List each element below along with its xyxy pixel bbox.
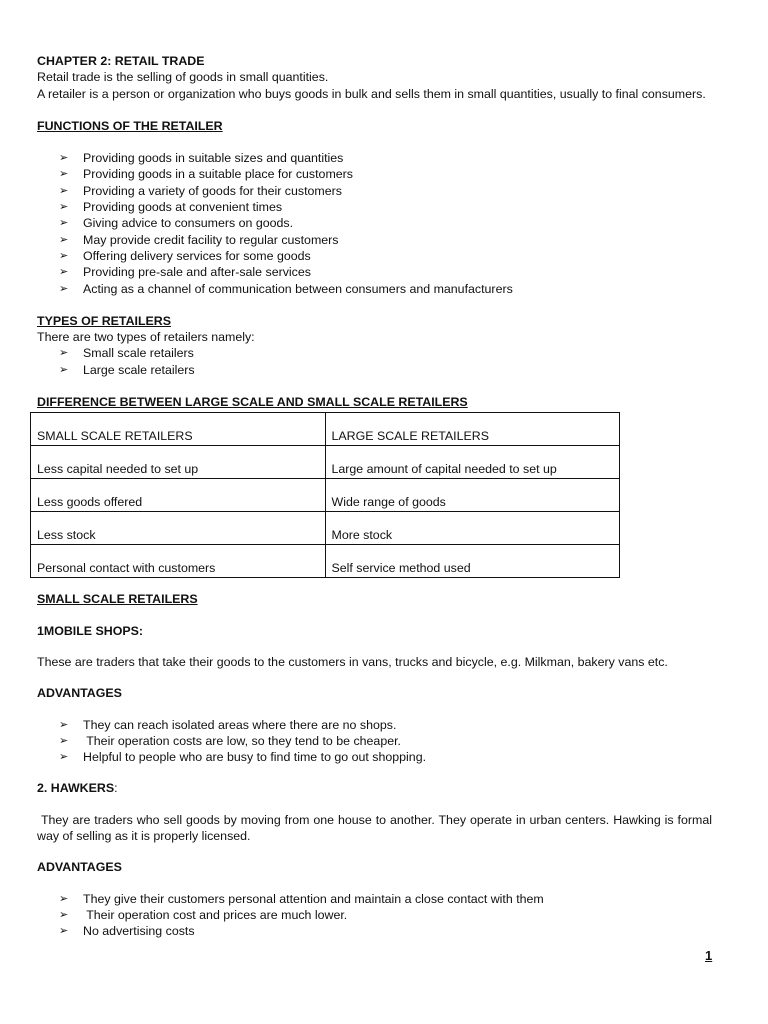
arrow-bullet-icon: ➢ [59, 201, 69, 214]
arrow-bullet-icon: ➢ [59, 233, 69, 246]
table-cell: Less goods offered [31, 479, 326, 512]
list-item: ➢ Their operation costs are low, so they tend to be cheaper. [59, 733, 401, 748]
chapter-title: CHAPTER 2: RETAIL TRADE [37, 54, 205, 68]
arrow-bullet-icon: ➢ [59, 751, 69, 764]
list-item: ➢ No advertising costs [59, 924, 195, 939]
list-item: ➢ They can reach isolated areas where there are no shops. [59, 717, 397, 732]
types-intro: There are two types of retailers namely: [37, 330, 255, 345]
arrow-bullet-icon: ➢ [59, 282, 69, 295]
table-row [31, 512, 620, 545]
table-row [31, 545, 620, 578]
functions-heading: FUNCTIONS OF THE RETAILER [37, 118, 223, 133]
arrow-bullet-icon: ➢ [59, 184, 69, 197]
table-row [31, 446, 620, 479]
hawkers-heading: 2. HAWKERS [37, 781, 115, 796]
table-row [31, 413, 620, 446]
hawkers-advantages-heading: ADVANTAGES [37, 860, 122, 875]
table-cell: Wide range of goods [325, 479, 620, 512]
table-cell: Less stock [31, 512, 326, 545]
arrow-bullet-icon: ➢ [59, 734, 69, 747]
arrow-bullet-icon: ➢ [59, 217, 69, 230]
intro-sentence-2: A retailer is a person or organization who buys goods in bulk and sells them in small quantities, usually to final consumers. [37, 86, 706, 101]
types-heading: TYPES OF RETAILERS [37, 313, 172, 328]
list-item: ➢ Helpful to people who are busy to find time to go out shopping. [59, 750, 427, 765]
mobile-shops-heading: 1MOBILE SHOPS: [37, 623, 144, 638]
arrow-bullet-icon: ➢ [59, 168, 69, 181]
intro-sentence-1: Retail trade is the selling of goods in small quantities. [37, 70, 329, 85]
list-item: ➢ Providing goods in a suitable place for customers [59, 167, 353, 182]
arrow-bullet-icon: ➢ [59, 347, 69, 360]
arrow-bullet-icon: ➢ [59, 249, 69, 262]
list-item: ➢ Large scale retailers [59, 362, 195, 377]
functions-list [37, 150, 712, 297]
table-cell: Self service method used [325, 545, 620, 578]
mobile-advantages-list [37, 717, 712, 766]
arrow-bullet-icon: ➢ [59, 908, 69, 921]
list-item: ➢ Providing a variety of goods for their customers [59, 183, 342, 198]
list-item: ➢ Providing goods at convenient times [59, 200, 283, 215]
list-item: ➢ They give their customers personal attention and maintain a close contact with them [59, 891, 544, 906]
table-row [31, 479, 620, 512]
list-item: ➢ May provide credit facility to regular customers [59, 232, 339, 247]
page-content [37, 53, 716, 940]
list-item: ➢ Acting as a channel of communication between consumers and manufacturers [59, 281, 513, 296]
mobile-advantages-heading: ADVANTAGES [37, 686, 122, 701]
hawkers-advantages-list [37, 891, 712, 940]
list-item: ➢ Offering delivery services for some goods [59, 248, 311, 263]
hawkers-heading-line: 2. HAWKERS: [37, 781, 118, 796]
arrow-bullet-icon: ➢ [59, 152, 69, 165]
list-item: ➢ Providing goods in suitable sizes and quantities [59, 151, 344, 166]
list-item: ➢ Giving advice to consumers on goods. [59, 216, 294, 231]
table-cell: SMALL SCALE RETAILERS [31, 413, 326, 446]
arrow-bullet-icon: ➢ [59, 363, 69, 376]
table-cell: Large amount of capital needed to set up [325, 446, 620, 479]
table-cell: Less capital needed to set up [31, 446, 326, 479]
table-cell: LARGE SCALE RETAILERS [325, 413, 620, 446]
list-item: ➢ Their operation cost and prices are much lower. [59, 907, 348, 922]
arrow-bullet-icon: ➢ [59, 892, 69, 905]
types-list [37, 345, 712, 378]
page-number: 1 [705, 948, 713, 963]
table-cell: Personal contact with customers [31, 545, 326, 578]
difference-heading: DIFFERENCE BETWEEN LARGE SCALE AND SMALL SCALE RETAILERS [37, 395, 468, 410]
small-scale-heading: SMALL SCALE RETAILERS [37, 592, 198, 607]
table-cell: More stock [325, 512, 620, 545]
list-item: ➢ Small scale retailers [59, 346, 194, 361]
list-item: ➢ Providing pre-sale and after-sale services [59, 265, 311, 280]
arrow-bullet-icon: ➢ [59, 718, 69, 731]
arrow-bullet-icon: ➢ [59, 266, 69, 279]
hawkers-description: They are traders who sell goods by moving from one house to another. They operate in urban centers. Hawking is formal way of selling as it is properly licensed. [37, 812, 716, 844]
difference-table [30, 412, 620, 578]
mobile-shops-description: These are traders that take their goods to the customers in vans, trucks and bicycle, e.g. Milkman, bakery vans etc. [37, 654, 668, 669]
arrow-bullet-icon: ➢ [59, 925, 69, 938]
